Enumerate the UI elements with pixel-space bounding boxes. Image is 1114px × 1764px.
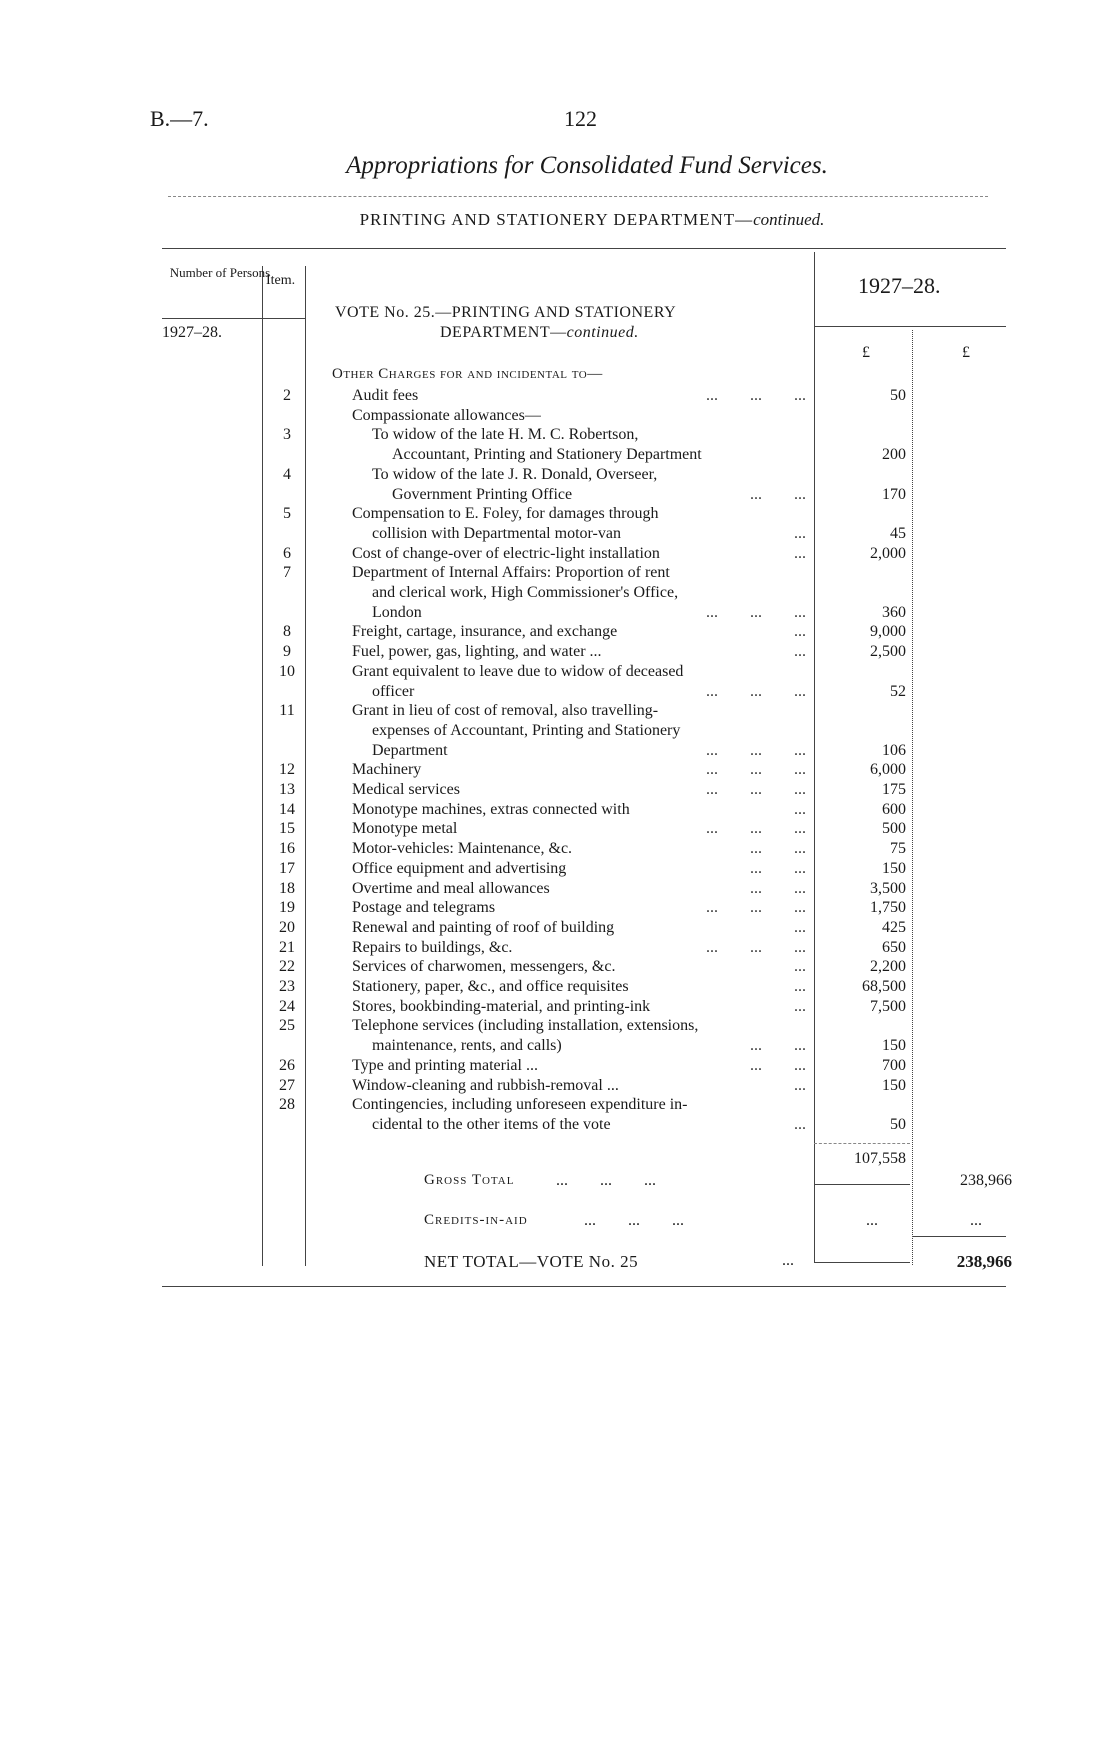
credits-amount-total: ... — [970, 1212, 982, 1229]
item-number: 22 — [279, 958, 295, 975]
net-rule-sub — [814, 1262, 910, 1263]
gross-total-label: Gross Total — [424, 1172, 515, 1188]
gross-rule-1 — [814, 1184, 910, 1185]
leader-dots: ... ... ... — [706, 820, 806, 837]
item-number: 5 — [283, 505, 291, 522]
persons-year-header: 1927–28. — [162, 324, 222, 341]
line-item-row — [0, 465, 1114, 484]
line-item-row — [0, 859, 1114, 878]
leader-dots: ... — [794, 978, 806, 995]
item-number: 21 — [279, 939, 295, 956]
item-amount: 700 — [882, 1057, 906, 1074]
item-amount: 2,000 — [870, 545, 906, 562]
leader-dots: ... ... ... — [706, 742, 806, 759]
item-number: 17 — [279, 860, 295, 877]
item-description: cidental to the other items of the vote — [372, 1116, 611, 1133]
item-amount: 425 — [882, 919, 906, 936]
item-description: To widow of the late H. M. C. Robertson, — [372, 426, 639, 443]
line-item-row — [0, 879, 1114, 898]
item-number: 24 — [279, 998, 295, 1015]
line-item-row — [0, 682, 1114, 701]
item-number: 14 — [279, 801, 295, 818]
leader-dots: ... — [794, 998, 806, 1015]
item-description: Postage and telegrams — [352, 899, 496, 916]
vote-title-continued — [440, 324, 639, 342]
department-continued: continued. — [753, 210, 825, 229]
item-number: 18 — [279, 880, 295, 897]
year-header-rule — [814, 326, 1006, 327]
item-amount: 2,200 — [870, 958, 906, 975]
page-number: 122 — [564, 106, 597, 131]
item-amount: 175 — [882, 781, 906, 798]
item-amount: 50 — [890, 1116, 906, 1133]
leader-dots: ... — [794, 919, 806, 936]
leader-dots: ... — [794, 525, 806, 542]
item-number: 19 — [279, 899, 295, 916]
item-description: Grant equivalent to leave due to widow of deceased — [352, 663, 684, 680]
item-amount: 2,500 — [870, 643, 906, 660]
line-item-row — [0, 898, 1114, 917]
year-column-header: 1927–28. — [858, 273, 941, 298]
item-description: Window-cleaning and rubbish-removal ... — [352, 1077, 619, 1094]
item-amount: 150 — [882, 1037, 906, 1054]
table-bottom-rule — [162, 1286, 1006, 1287]
item-amount: 200 — [882, 446, 906, 463]
line-item-row — [0, 1036, 1114, 1055]
line-item-row — [0, 563, 1114, 582]
line-item-row — [0, 721, 1114, 740]
leader-dots: ... ... ... — [706, 761, 806, 778]
item-amount: 360 — [882, 604, 906, 621]
net-total-dots: ... — [782, 1252, 794, 1269]
item-description: Department of Internal Affairs: Proportion of rent — [352, 564, 670, 581]
item-description: Monotype machines, extras connected with — [352, 801, 630, 818]
item-number: 2 — [283, 387, 291, 404]
department-heading — [0, 210, 1114, 230]
item-description: maintenance, rents, and calls) — [372, 1037, 562, 1054]
leader-dots: ... ... ... — [706, 781, 806, 798]
table-top-rule — [162, 248, 1006, 249]
item-amount: 3,500 — [870, 880, 906, 897]
item-description: Stationery, paper, &c., and office requisites — [352, 978, 629, 995]
leader-dots: ... — [794, 545, 806, 562]
line-item-row — [0, 406, 1114, 425]
item-number: 23 — [279, 978, 295, 995]
leader-dots: ... ... — [750, 880, 806, 897]
item-description: London — [372, 604, 422, 621]
gross-total-dots: ... ... ... — [556, 1172, 656, 1189]
item-amount: 75 — [890, 840, 906, 857]
line-item-row — [0, 1115, 1114, 1134]
item-number: 13 — [279, 781, 295, 798]
line-item-row — [0, 997, 1114, 1016]
line-item-row — [0, 1016, 1114, 1035]
line-item-row — [0, 938, 1114, 957]
leader-dots: ... ... ... — [706, 387, 806, 404]
line-item-row — [0, 957, 1114, 976]
item-description: expenses of Accountant, Printing and Stationery — [372, 722, 681, 739]
item-amount: 170 — [882, 486, 906, 503]
line-item-row — [0, 386, 1114, 405]
item-description: Office equipment and advertising — [352, 860, 567, 877]
item-number: 8 — [283, 623, 291, 640]
line-item-row — [0, 622, 1114, 641]
leader-dots: ... ... — [750, 486, 806, 503]
item-description: Fuel, power, gas, lighting, and water ... — [352, 643, 602, 660]
subtotal-rule — [814, 1143, 910, 1144]
leader-dots: ... ... ... — [706, 899, 806, 916]
leader-dots: ... — [794, 1116, 806, 1133]
line-item-row — [0, 819, 1114, 838]
item-description: Telephone services (including installation, extensions, — [352, 1017, 699, 1034]
leader-dots: ... ... ... — [706, 604, 806, 621]
item-number: 7 — [283, 564, 291, 581]
item-amount: 9,000 — [870, 623, 906, 640]
item-number: 27 — [279, 1077, 295, 1094]
leader-dots: ... ... — [750, 860, 806, 877]
subtotal-amount: 107,558 — [854, 1150, 906, 1167]
credits-amount-subtotal: ... — [866, 1212, 878, 1229]
item-amount: 106 — [882, 742, 906, 759]
item-description: Machinery — [352, 761, 422, 778]
item-description: Audit fees — [352, 387, 419, 404]
line-item-row — [0, 544, 1114, 563]
item-number: 16 — [279, 840, 295, 857]
leader-dots: ... ... — [750, 1057, 806, 1074]
item-description: Monotype metal — [352, 820, 458, 837]
leader-dots: ... — [794, 1077, 806, 1094]
persons-header-rule — [162, 318, 306, 319]
item-description: and clerical work, High Commissioner's Office, — [372, 584, 679, 601]
pound-sign-total: £ — [962, 344, 970, 361]
item-number: 25 — [279, 1017, 295, 1034]
item-number: 9 — [283, 643, 291, 660]
leader-dots: ... ... ... — [706, 939, 806, 956]
line-item-row — [0, 504, 1114, 523]
item-description: Services of charwomen, messengers, &c. — [352, 958, 616, 975]
net-total-amount: 238,966 — [956, 1252, 1012, 1271]
item-description: officer — [372, 683, 415, 700]
line-item-row — [0, 977, 1114, 996]
item-description: collision with Departmental motor-van — [372, 525, 621, 542]
item-description: Freight, cartage, insurance, and exchange — [352, 623, 618, 640]
pound-sign-subtotal: £ — [862, 344, 870, 361]
item-description: Type and printing material ... — [352, 1057, 538, 1074]
item-number: 28 — [279, 1096, 295, 1113]
line-item-row — [0, 1076, 1114, 1095]
item-description: Medical services — [352, 781, 460, 798]
item-description: Contingencies, including unforeseen expenditure in- — [352, 1096, 688, 1113]
item-description: Compensation to E. Foley, for damages through — [352, 505, 659, 522]
line-item-row — [0, 701, 1114, 720]
item-amount: 600 — [882, 801, 906, 818]
line-item-row — [0, 800, 1114, 819]
persons-column-header: Number of Persons — [169, 265, 271, 280]
line-item-row — [0, 583, 1114, 602]
gross-total-amount: 238,966 — [960, 1172, 1012, 1189]
vote-title: VOTE No. 25.—PRINTING AND STATIONERY — [335, 304, 677, 321]
line-item-row — [0, 603, 1114, 622]
leader-dots: ... ... — [750, 840, 806, 857]
item-amount: 68,500 — [862, 978, 906, 995]
line-item-row — [0, 662, 1114, 681]
net-rule-top — [912, 1236, 1006, 1237]
item-number: 4 — [283, 466, 291, 483]
net-total-label: NET TOTAL—VOTE No. 25 — [424, 1252, 639, 1271]
item-description: Stores, bookbinding-material, and printing-ink — [352, 998, 651, 1015]
line-item-row — [0, 425, 1114, 444]
line-item-row — [0, 445, 1114, 464]
item-number: 10 — [279, 663, 295, 680]
item-number: 15 — [279, 820, 295, 837]
item-number: 20 — [279, 919, 295, 936]
item-amount: 150 — [882, 860, 906, 877]
line-item-row — [0, 741, 1114, 760]
item-column-header: Item. — [266, 273, 296, 288]
section-heading: Other Charges for and incidental to— — [332, 366, 603, 382]
item-amount: 150 — [882, 1077, 906, 1094]
item-description: Grant in lieu of cost of removal, also travelling- — [352, 702, 659, 719]
vote-continued-label: continued. — [566, 324, 639, 341]
line-item-row — [0, 760, 1114, 779]
leader-dots: ... — [794, 801, 806, 818]
item-amount: 52 — [890, 683, 906, 700]
item-description: Department — [372, 742, 448, 759]
item-number: 26 — [279, 1057, 295, 1074]
item-description: Accountant, Printing and Stationery Department — [392, 446, 702, 463]
page-title: Appropriations for Consolidated Fund Services. — [346, 152, 828, 179]
leader-dots: ... — [794, 643, 806, 660]
leader-dots: ... — [794, 623, 806, 640]
line-item-row — [0, 839, 1114, 858]
department-name: PRINTING AND STATIONERY DEPARTMENT— — [359, 210, 754, 229]
item-description: To widow of the late J. R. Donald, Overseer, — [372, 466, 658, 483]
item-description: Cost of change-over of electric-light installation — [352, 545, 660, 562]
item-description: Compassionate allowances— — [352, 407, 541, 424]
item-description: Renewal and painting of roof of building — [352, 919, 615, 936]
item-amount: 7,500 — [870, 998, 906, 1015]
credits-in-aid-label: Credits-in-aid — [424, 1212, 528, 1228]
item-number: 3 — [283, 426, 291, 443]
line-item-row — [0, 1056, 1114, 1075]
item-amount: 50 — [890, 387, 906, 404]
vote-department: DEPARTMENT— — [440, 324, 567, 341]
line-item-row — [0, 642, 1114, 661]
item-description: Government Printing Office — [392, 486, 573, 503]
item-number: 12 — [279, 761, 295, 778]
item-amount: 500 — [882, 820, 906, 837]
leader-dots: ... ... — [750, 1037, 806, 1054]
line-item-row — [0, 918, 1114, 937]
item-description: Overtime and meal allowances — [352, 880, 550, 897]
document-reference: B.—7. — [150, 106, 209, 131]
title-rule — [168, 196, 988, 197]
line-item-row — [0, 524, 1114, 543]
item-description: Motor-vehicles: Maintenance, &c. — [352, 840, 573, 857]
line-item-row — [0, 1095, 1114, 1114]
item-amount: 45 — [890, 525, 906, 542]
item-number: 11 — [279, 702, 295, 719]
item-amount: 1,750 — [870, 899, 906, 916]
line-item-row — [0, 780, 1114, 799]
leader-dots: ... — [794, 958, 806, 975]
line-item-row — [0, 485, 1114, 504]
leader-dots: ... ... ... — [706, 683, 806, 700]
item-amount: 650 — [882, 939, 906, 956]
item-number: 6 — [283, 545, 291, 562]
credits-in-aid-dots: ... ... ... — [584, 1212, 684, 1229]
item-description: Repairs to buildings, &c. — [352, 939, 513, 956]
item-amount: 6,000 — [870, 761, 906, 778]
